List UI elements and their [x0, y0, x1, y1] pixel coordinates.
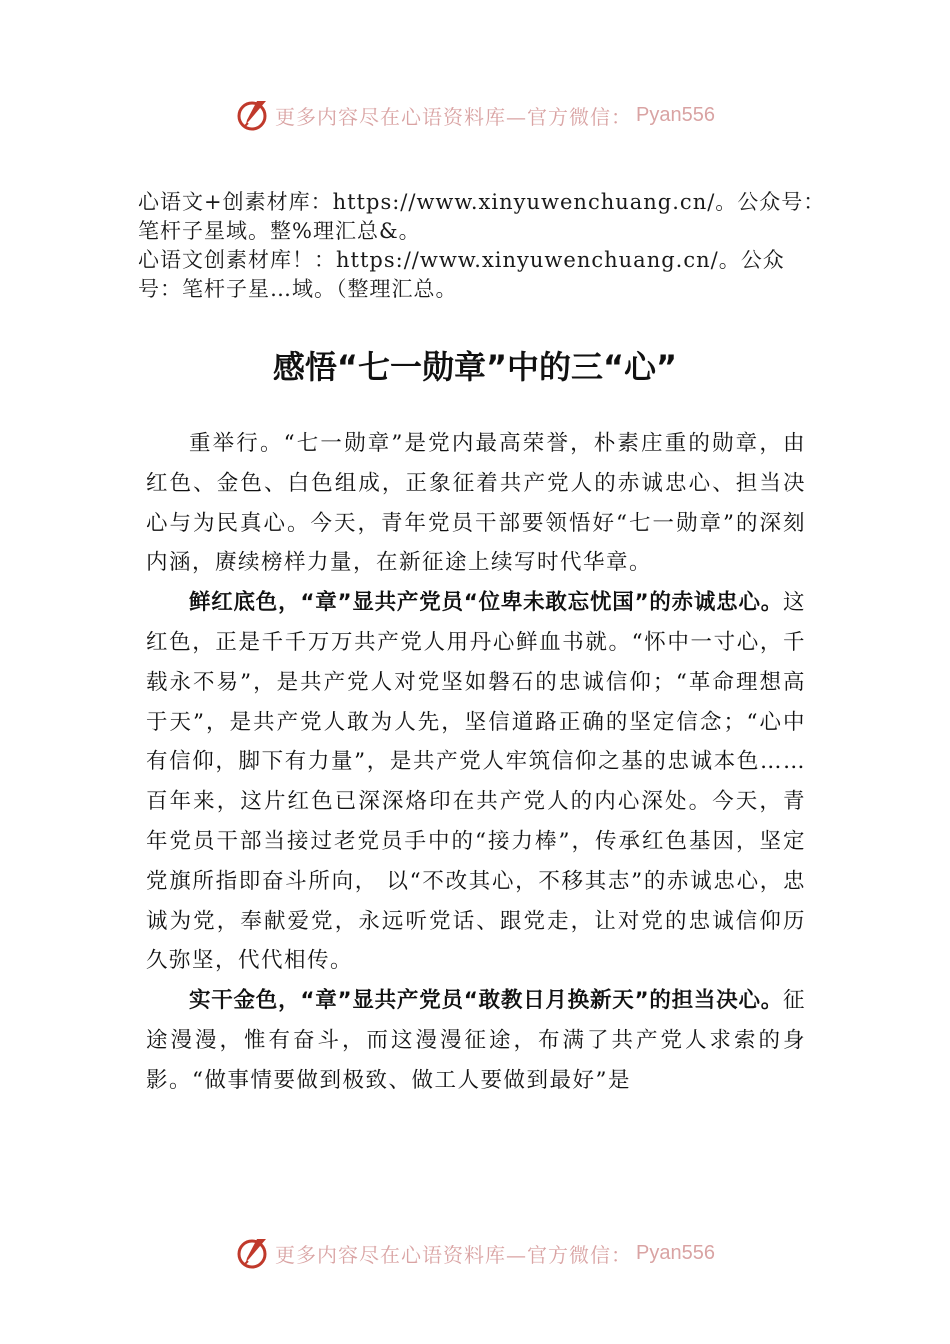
section-paragraph-2 — [146, 981, 806, 1100]
section-text-1: 这红色，正是千千万万共产党人用丹心鲜血书就。“怀中一寸心，千载永不易”，是共产党人对党坚如磐石的忠诚信仰；“革命理想高于天”，是共产党人敢为人先，坚信道路正确的坚定信念；“心中有信仰，脚下有力量”，是共产党人牢筑信仰之基的忠诚本色……百年来，这片红色已深深烙印在共产党人的内心深处。今天，青年党员干部当接过老党员手中的“接力棒”，传承红色基因，坚定党旗所指即奋斗所向， 以“不改其心，不移其志”的赤诚忠心，忠诚为党，奉献爱党，永远听党话、跟党走，让对党的忠诚信仰历久弥坚，代代相传。 — [146, 590, 806, 974]
intro-paragraph: 重举行。“七一勋章”是党内最高荣誉，朴素庄重的勋章，由红色、金色、白色组成，正象征着共产党人的赤诚忠心、担当决心与为民真心。今天，青年党员干部要领悟好“七一勋章”的深刻内涵，赓续榜样力量，在新征途上续写时代华章。 — [146, 431, 806, 576]
banner-text: 更多内容尽在心语资料库—官方微信： — [275, 1242, 633, 1267]
banner-text: 更多内容尽在心语资料库—官方微信： — [275, 104, 633, 129]
footer-banner — [0, 1228, 950, 1278]
source-note-1: 心语文+创素材库：https://www.xinyuwenchuang.cn/。公众号：笔杆子星域。整%理汇总&。 — [138, 190, 826, 243]
section-paragraph-1 — [146, 583, 806, 981]
section-text-2: 征途漫漫，惟有奋斗，而这漫漫征途，布满了共产党人求索的身影。“做事情要做到极致、做工人要做到最好”是 — [146, 988, 806, 1093]
source-note-2: 心语文创素材库！：https://www.xinyuwenchuang.cn/。公众号：笔杆子星…域。（整理汇总。 — [138, 248, 785, 301]
source-notes — [138, 188, 828, 304]
banner-wechat-id: Pyan556 — [636, 1241, 715, 1264]
article-body — [146, 424, 806, 1101]
header-banner — [0, 90, 950, 140]
banner-wechat-id: Pyan556 — [636, 103, 715, 126]
pen-logo-icon — [235, 1235, 271, 1271]
pen-logo-icon — [235, 97, 271, 133]
section-heading-2: 实干金色，“章”显共产党员“敢教日月换新天”的担当决心。 — [189, 988, 783, 1014]
article-title: 感悟“七一勋章”中的三“心” — [272, 348, 678, 386]
section-heading-1: 鲜红底色，“章”显共产党员“位卑未敢忘忧国”的赤诚忠心。 — [189, 590, 783, 616]
